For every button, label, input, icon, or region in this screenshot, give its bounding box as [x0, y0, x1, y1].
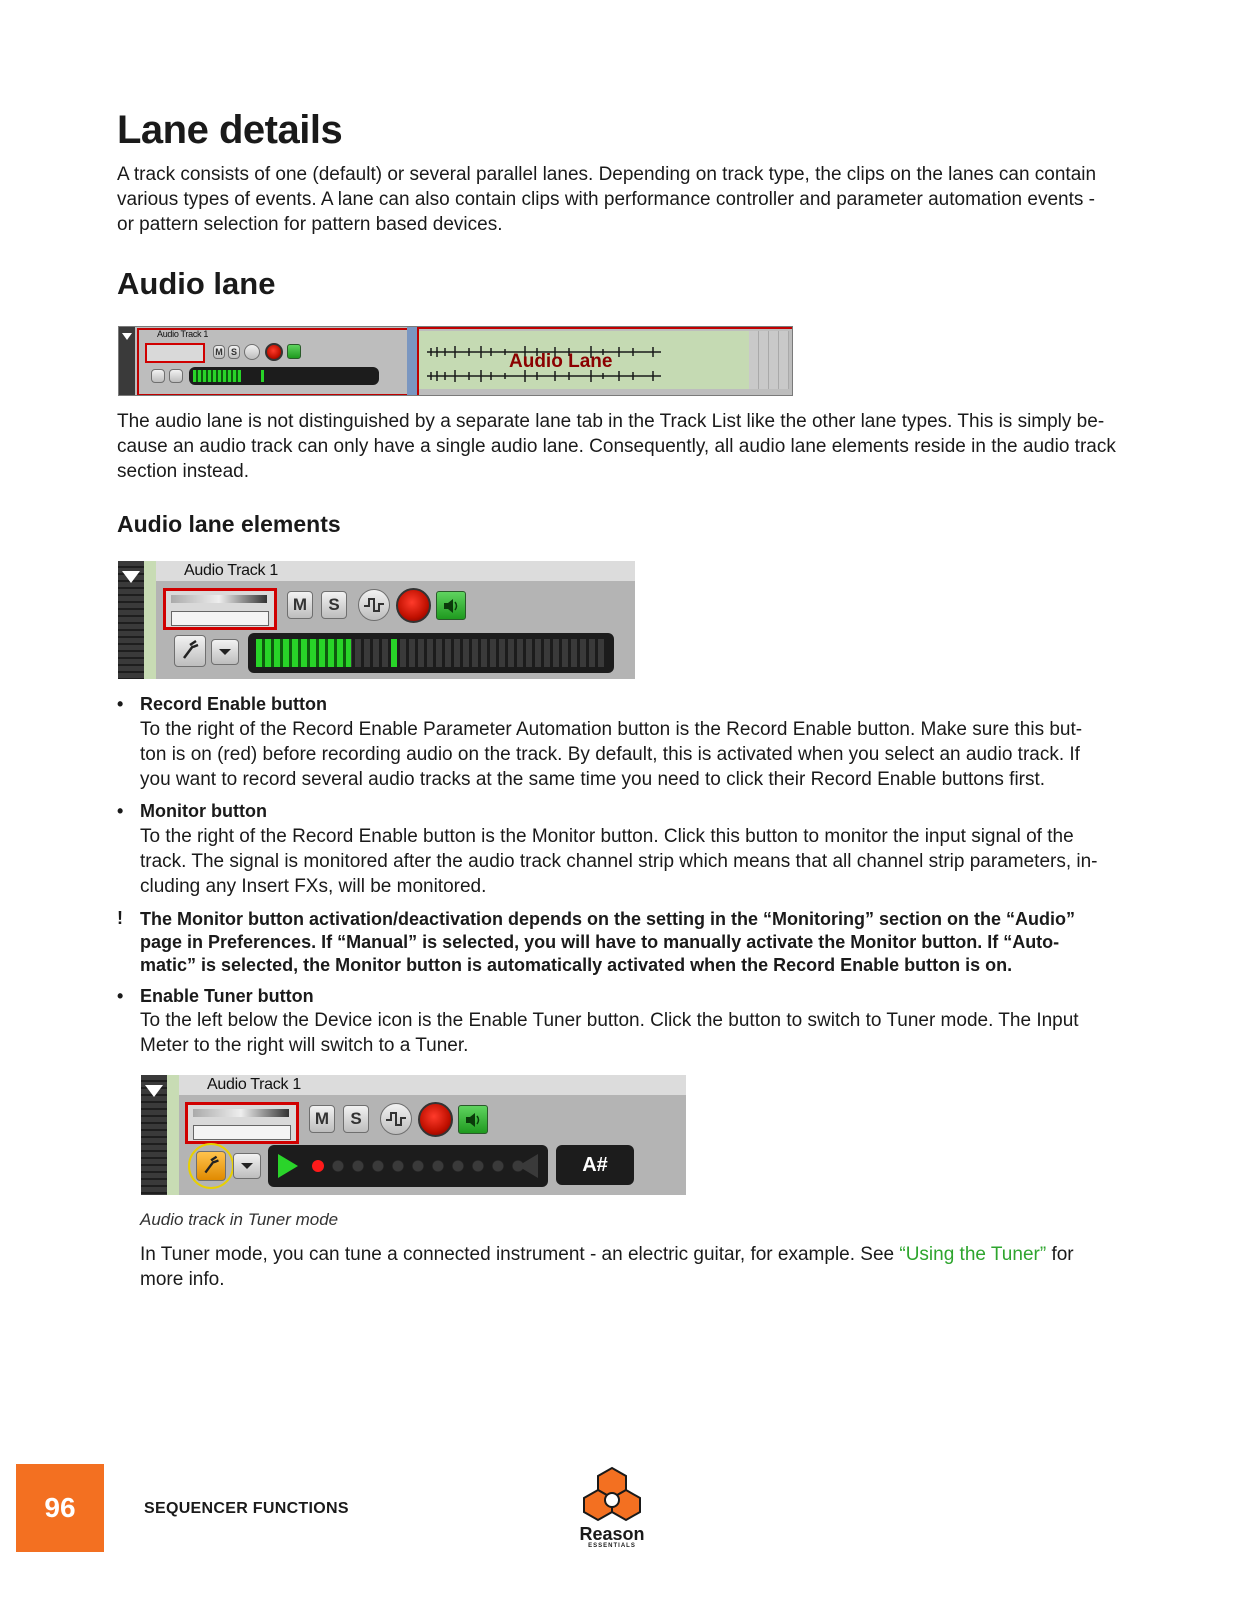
item-title-enable-tuner: Enable Tuner button	[140, 986, 314, 1006]
using-the-tuner-link[interactable]: “Using the Tuner”	[899, 1244, 1047, 1265]
bullet-marker: •	[117, 694, 124, 714]
collapse-triangle-icon	[122, 333, 132, 340]
tuning-fork-icon	[197, 1152, 225, 1180]
speaker-icon	[441, 596, 461, 616]
collapse-triangle-icon	[122, 571, 140, 583]
dropdown-button[interactable]	[169, 369, 183, 383]
figure-caption: Audio track in Tuner mode	[140, 1210, 339, 1229]
chevron-down-icon	[241, 1163, 253, 1169]
note-text: The Monitor button activation/deactivation depends on the setting in the “Monitoring” section on the “Audio” page in Preferences. If “Manual” is selected, you will have to manually activate the Monitor button. If “Auto-matic” is selected, the Monitor button is automatically activated when the Record Enable button is on.	[140, 909, 1075, 975]
meter-peak	[391, 639, 397, 667]
record-enable-button[interactable]	[396, 588, 431, 623]
dropdown-button[interactable]	[233, 1153, 261, 1179]
track-name: Audio Track 1	[207, 1076, 301, 1093]
tuner-button[interactable]	[174, 635, 206, 667]
speaker-icon	[463, 1110, 483, 1130]
device-icon[interactable]	[185, 1102, 299, 1144]
solo-button[interactable]: S	[321, 591, 347, 619]
dropdown-button[interactable]	[211, 639, 239, 665]
track-name: Audio Track 1	[157, 329, 209, 339]
bullet-marker: •	[117, 986, 124, 1006]
record-automation-button[interactable]	[244, 344, 260, 360]
device-graphic-panel	[193, 1125, 291, 1140]
item-body-enable-tuner: To the left below the Device icon is the Enable Tuner button. Click the button to switch to Tuner mode. The Input Meter to the right will switch to a Tuner.	[140, 1010, 1079, 1056]
item-title-monitor: Monitor button	[140, 801, 267, 821]
device-icon[interactable]	[163, 588, 277, 630]
monitor-button[interactable]	[436, 591, 466, 620]
lane-divider	[407, 327, 417, 395]
bullet-marker: •	[117, 801, 124, 821]
mute-button[interactable]: M	[287, 591, 313, 619]
mute-button[interactable]: M	[309, 1105, 335, 1133]
meter-peak	[261, 370, 264, 382]
tuner-led-active	[312, 1160, 324, 1172]
item-body-record-enable: To the right of the Record Enable Parameter Automation button is the Record Enable button. Make sure this but-ton is on (red) before recording audio on the track. By default, this is activated when you select an audio track. If you want to record several audio tracks at the same time you need to click their Record Enable buttons first.	[140, 719, 1083, 790]
meter-level	[193, 370, 241, 382]
automation-wave-icon	[359, 590, 389, 620]
section-heading-elements: Audio lane elements	[117, 511, 341, 537]
tuner-text-before: In Tuner mode, you can tune a connected instrument - an electric guitar, for example. See	[140, 1244, 900, 1265]
record-automation-button[interactable]	[380, 1103, 412, 1135]
section-heading-audio-lane: Audio lane	[117, 266, 276, 301]
tuner-mode-screenshot	[141, 1075, 686, 1195]
page-title: Lane details	[117, 108, 343, 152]
audio-lane-screenshot	[118, 326, 793, 396]
lane-label: Audio Lane	[509, 351, 613, 372]
tuner-display	[268, 1145, 548, 1187]
device-graphic-panel	[171, 611, 269, 626]
elements-screenshot	[118, 561, 635, 679]
reason-logo	[578, 1466, 646, 1550]
reason-logo-icon	[578, 1466, 646, 1530]
mute-button[interactable]: M	[213, 345, 225, 359]
tuner-sharp-arrow-icon	[518, 1154, 538, 1178]
solo-button[interactable]: S	[343, 1105, 369, 1133]
tuner-button[interactable]	[151, 369, 165, 383]
tuning-fork-icon	[175, 636, 205, 666]
intro-paragraph: A track consists of one (default) or several parallel lanes. Depending on track type, the clips on the lanes can contain various types of events. A lane can also contain clips with performance controller and parameter automation events - or pattern selection for pattern based devices.	[117, 164, 1097, 235]
monitor-button[interactable]	[287, 344, 301, 359]
collapse-triangle-icon	[145, 1085, 163, 1097]
meter-level	[256, 639, 351, 667]
input-meter	[248, 633, 614, 673]
item-body-monitor: To the right of the Record Enable button is the Monitor button. Click this button to monitor the input signal of the track. The signal is monitored after the audio track channel strip which means that all channel strip parameters, in-cluding any Insert FXs, will be monitored.	[140, 826, 1098, 897]
tuner-paragraph	[140, 1242, 1105, 1292]
logo-subtext: ESSENTIALS	[588, 1543, 636, 1549]
track-color-strip	[144, 561, 156, 679]
device-graphic	[171, 595, 267, 603]
record-automation-button[interactable]	[358, 589, 390, 621]
device-graphic	[193, 1109, 289, 1117]
tuner-button[interactable]	[196, 1151, 226, 1181]
track-color-strip	[167, 1075, 179, 1195]
page-number: 96	[16, 1464, 104, 1552]
automation-wave-icon	[381, 1104, 411, 1134]
tuner-flat-arrow-icon	[278, 1154, 298, 1178]
device-icon[interactable]	[145, 343, 205, 363]
audio-lane-paragraph: The audio lane is not distinguished by a separate lane tab in the Track List like the other lane types. This is simply be-cause an audio track can only have a single audio lane. Consequently, all audio lane elements reside in the audio track section instead.	[117, 411, 1116, 482]
input-meter	[189, 367, 379, 385]
section-name: SEQUENCER FUNCTIONS	[144, 1500, 349, 1517]
note-marker: !	[117, 908, 123, 928]
item-title-record-enable: Record Enable button	[140, 694, 328, 714]
tuner-text-after: for more info.	[140, 1244, 1074, 1290]
record-enable-button[interactable]	[418, 1102, 453, 1137]
tuner-leds	[332, 1160, 532, 1172]
track-name: Audio Track 1	[184, 562, 278, 579]
record-enable-button[interactable]	[265, 343, 283, 361]
note-display: A#	[556, 1145, 634, 1185]
solo-button[interactable]: S	[228, 345, 240, 359]
monitor-button[interactable]	[458, 1105, 488, 1134]
lane-highlight	[417, 327, 793, 396]
chevron-down-icon	[219, 649, 231, 655]
logo-text: Reason	[579, 1524, 645, 1544]
